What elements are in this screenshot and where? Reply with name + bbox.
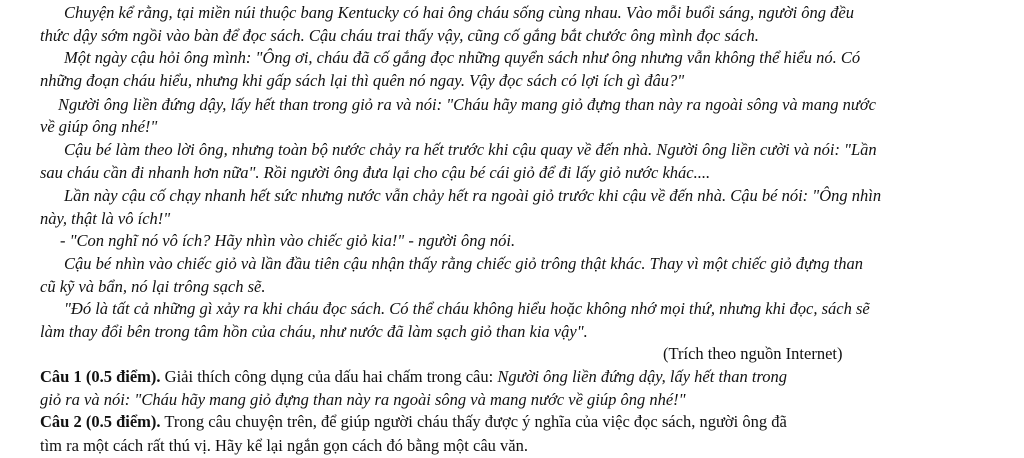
story-paragraph-5-line-2: này, thật là vô ích!" xyxy=(40,209,171,228)
story-paragraph-2-line-2: những đoạn cháu hiểu, nhưng khi gấp sách lại thì quên nó ngay. Vậy đọc sách có lợi ích gì đâu?" xyxy=(40,71,685,90)
story-paragraph-1-line-1: Chuyện kể rằng, tại miền núi thuộc bang Kentucky có hai ông cháu sống cùng nhau. Vào mỗi buổi sáng, người ông đều xyxy=(64,3,854,22)
question-2-label: Câu 2 (0.5 điểm). xyxy=(40,412,161,431)
story-paragraph-5-line-1: Lần này cậu cố chạy nhanh hết sức nhưng nước vẫn chảy hết ra ngoài giỏ trước khi cậu về đến nhà. Cậu bé nói: "Ông nhìn xyxy=(64,186,882,205)
story-paragraph-7-line-2: cũ kỹ và bẩn, nó lại trông sạch sẽ. xyxy=(40,277,266,296)
story-paragraph-3-line-2: về giúp ông nhé!" xyxy=(40,117,158,136)
story-paragraph-7-line-1: Cậu bé nhìn vào chiếc giỏ và lần đầu tiên cậu nhận thấy rằng chiếc giỏ trông thật khác. Thay vì một chiếc giỏ đựng than xyxy=(64,254,864,273)
question-1-text: Giải thích công dụng của dấu hai chấm trong câu: xyxy=(160,367,498,386)
question-1-quote-end: giỏ ra và nói: "Cháu hãy mang giỏ đựng than này ra ngoài sông và mang nước về giúp ông nhé!" xyxy=(40,390,686,409)
question-1-line-1 xyxy=(40,366,787,388)
question-2-line-1 xyxy=(40,411,787,433)
story-paragraph-4-line-2: sau cháu cần đi nhanh hơn nữa". Rồi người ông đưa lại cho cậu bé cái giỏ để đi lấy giỏ nước khác.... xyxy=(40,163,711,182)
story-paragraph-6-line-1: - "Con nghĩ nó vô ích? Hãy nhìn vào chiếc giỏ kia!" - người ông nói. xyxy=(60,231,516,250)
question-2-text: Trong câu chuyện trên, để giúp người cháu thấy được ý nghĩa của việc đọc sách, người ông đã xyxy=(160,412,787,431)
story-paragraph-3-line-1: Người ông liền đứng dậy, lấy hết than trong giỏ ra và nói: "Cháu hãy mang giỏ đựng than này ra ngoài sông và mang nước xyxy=(58,95,876,114)
story-paragraph-2-line-1: Một ngày cậu hỏi ông mình: "Ông ơi, cháu đã cố gắng đọc những quyển sách như ông nhưng vẫn không thể hiểu nó. Có xyxy=(64,48,861,67)
story-paragraph-8-line-1: "Đó là tất cả những gì xảy ra khi cháu đọc sách. Có thể cháu không hiểu hoặc không nhớ mọi thứ, nhưng khi đọc, sách sẽ xyxy=(64,299,870,318)
story-paragraph-1-line-2: thức dậy sớm ngồi vào bàn để đọc sách. Cậu cháu trai thấy vậy, cũng cố gắng bắt chước ông mình đọc sách. xyxy=(40,26,759,45)
source-citation: (Trích theo nguồn Internet) xyxy=(663,344,843,363)
story-paragraph-8-line-2: làm thay đổi bên trong tâm hồn của cháu, như nước đã làm sạch giỏ than kia vậy". xyxy=(40,322,588,341)
question-1-label: Câu 1 (0.5 điểm). xyxy=(40,367,161,386)
question-2-line-2: tìm ra một cách rất thú vị. Hãy kể lại ngắn gọn cách đó bằng một câu văn. xyxy=(40,436,528,455)
story-paragraph-4-line-1: Cậu bé làm theo lời ông, nhưng toàn bộ nước chảy ra hết trước khi cậu quay về đến nhà. Người ông liền cười và nói: "Lần xyxy=(64,140,877,159)
question-1-quote-start: Người ông liền đứng dậy, lấy hết than trong xyxy=(497,367,788,386)
